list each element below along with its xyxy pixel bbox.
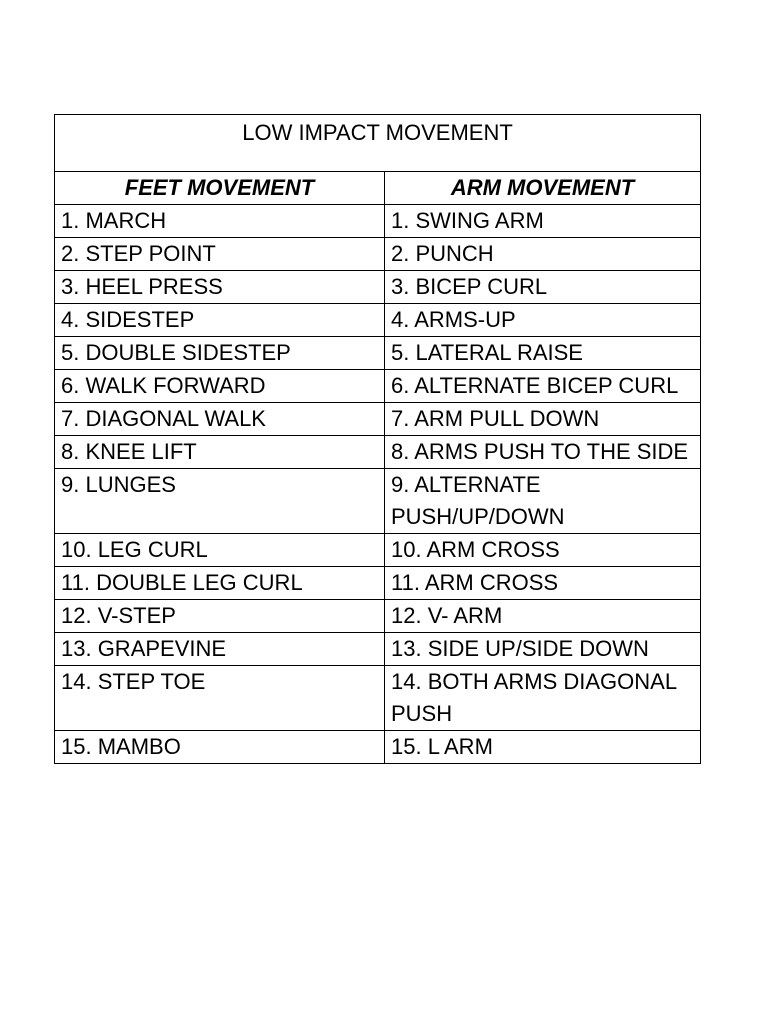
feet-cell: 14. STEP TOE bbox=[55, 666, 385, 731]
feet-cell: 8. KNEE LIFT bbox=[55, 436, 385, 469]
table-row bbox=[55, 337, 701, 370]
feet-cell: 12. V-STEP bbox=[55, 600, 385, 633]
table-row bbox=[55, 436, 701, 469]
title-row bbox=[55, 115, 701, 172]
arm-cell: 7. ARM PULL DOWN bbox=[385, 403, 701, 436]
feet-cell: 15. MAMBO bbox=[55, 731, 385, 764]
column-header-feet: FEET MOVEMENT bbox=[55, 172, 385, 205]
feet-cell: 13. GRAPEVINE bbox=[55, 633, 385, 666]
table-row bbox=[55, 205, 701, 238]
table-row bbox=[55, 271, 701, 304]
table-row bbox=[55, 403, 701, 436]
arm-cell: 8. ARMS PUSH TO THE SIDE bbox=[385, 436, 701, 469]
arm-cell: 1. SWING ARM bbox=[385, 205, 701, 238]
arm-cell: 5. LATERAL RAISE bbox=[385, 337, 701, 370]
table-row bbox=[55, 238, 701, 271]
arm-cell: 13. SIDE UP/SIDE DOWN bbox=[385, 633, 701, 666]
feet-cell: 9. LUNGES bbox=[55, 469, 385, 534]
feet-cell: 3. HEEL PRESS bbox=[55, 271, 385, 304]
table-row bbox=[55, 633, 701, 666]
table-row bbox=[55, 469, 701, 534]
arm-cell: 12. V- ARM bbox=[385, 600, 701, 633]
table-row bbox=[55, 304, 701, 337]
table-row bbox=[55, 666, 701, 731]
feet-cell: 11. DOUBLE LEG CURL bbox=[55, 567, 385, 600]
header-row bbox=[55, 172, 701, 205]
arm-cell: 11. ARM CROSS bbox=[385, 567, 701, 600]
arm-cell: 9. ALTERNATE PUSH/UP/DOWN bbox=[385, 469, 701, 534]
arm-cell: 2. PUNCH bbox=[385, 238, 701, 271]
table-row bbox=[55, 370, 701, 403]
feet-cell: 2. STEP POINT bbox=[55, 238, 385, 271]
arm-cell: 3. BICEP CURL bbox=[385, 271, 701, 304]
arm-cell: 4. ARMS-UP bbox=[385, 304, 701, 337]
table-row bbox=[55, 567, 701, 600]
feet-cell: 4. SIDESTEP bbox=[55, 304, 385, 337]
feet-cell: 6. WALK FORWARD bbox=[55, 370, 385, 403]
arm-cell: 6. ALTERNATE BICEP CURL bbox=[385, 370, 701, 403]
arm-cell: 15. L ARM bbox=[385, 731, 701, 764]
feet-cell: 10. LEG CURL bbox=[55, 534, 385, 567]
table-title: LOW IMPACT MOVEMENT bbox=[55, 115, 701, 172]
feet-cell: 5. DOUBLE SIDESTEP bbox=[55, 337, 385, 370]
arm-cell: 14. BOTH ARMS DIAGONAL PUSH bbox=[385, 666, 701, 731]
arm-cell: 10. ARM CROSS bbox=[385, 534, 701, 567]
feet-cell: 1. MARCH bbox=[55, 205, 385, 238]
column-header-arm: ARM MOVEMENT bbox=[385, 172, 701, 205]
table-row bbox=[55, 600, 701, 633]
movement-table bbox=[54, 114, 701, 764]
table-row bbox=[55, 534, 701, 567]
table-row bbox=[55, 731, 701, 764]
feet-cell: 7. DIAGONAL WALK bbox=[55, 403, 385, 436]
